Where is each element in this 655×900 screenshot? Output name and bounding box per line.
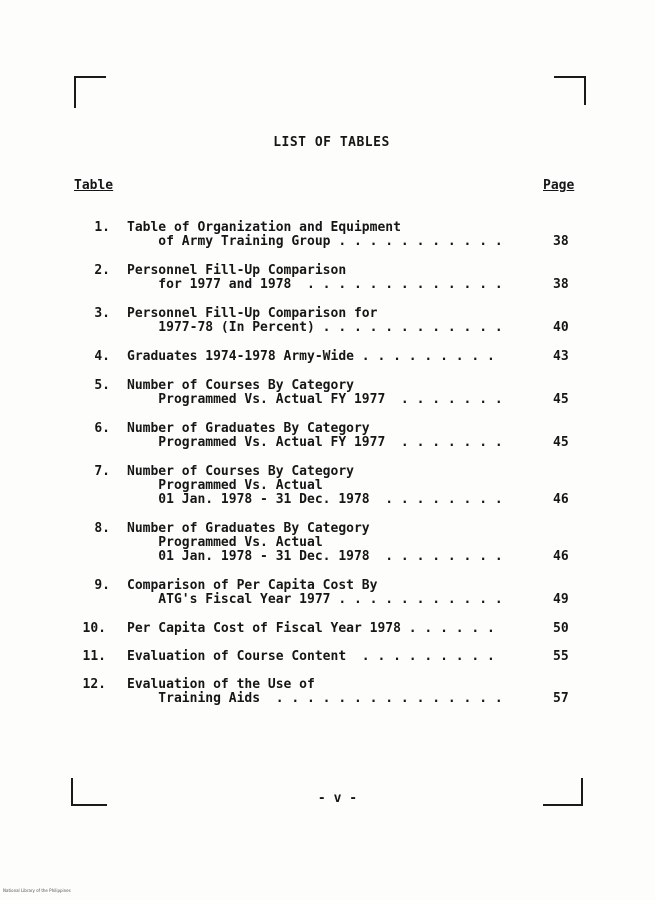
table-entry-title-line: Comparison of Per Capita Cost By <box>127 578 378 593</box>
table-entry-number: 7. <box>94 464 110 479</box>
table-entry-title-line: Programmed Vs. Actual <box>127 478 323 493</box>
table-entry-title-line: Graduates 1974-1978 Army-Wide . . . . . . . . . <box>127 349 495 364</box>
archive-footer-note: National Library of the Philippines <box>3 888 71 893</box>
column-header-table: Table <box>74 178 114 193</box>
table-entry-title-line: Table of Organization and Equipment <box>127 220 401 235</box>
table-entry-title-line: of Army Training Group . . . . . . . . . . . <box>127 234 503 249</box>
column-header-page: Page <box>543 178 575 193</box>
page-title: LIST OF TABLES <box>273 135 390 150</box>
table-entry-page: 38 <box>553 234 569 249</box>
table-entry-title-line: 01 Jan. 1978 - 31 Dec. 1978 . . . . . . . . <box>127 492 503 507</box>
table-entry-title-line: Evaluation of Course Content . . . . . . . . . <box>127 649 495 664</box>
crop-mark-top-left <box>74 76 106 108</box>
table-entry-number: 6. <box>94 421 110 436</box>
table-entry-title-line: Training Aids . . . . . . . . . . . . . . . <box>127 691 503 706</box>
table-entry-title-line: Number of Courses By Category <box>127 378 354 393</box>
crop-mark-top-right <box>554 76 586 105</box>
table-entry-page: 43 <box>553 349 569 364</box>
table-entry-page: 49 <box>553 592 569 607</box>
table-entry-page: 45 <box>553 435 569 450</box>
table-entry-number: 1. <box>94 220 110 235</box>
table-entry-title-line: Number of Graduates By Category <box>127 421 370 436</box>
table-entry-number: 5. <box>94 378 110 393</box>
table-entry-number: 3. <box>94 306 110 321</box>
table-entry-title-line: ATG's Fiscal Year 1977 . . . . . . . . . . . <box>127 592 503 607</box>
table-entry-title-line: 1977-78 (In Percent) . . . . . . . . . . . . <box>127 320 503 335</box>
table-entry-number: 10. <box>82 621 106 636</box>
table-entry-title-line: Programmed Vs. Actual FY 1977 . . . . . . . <box>127 435 503 450</box>
table-entry-page: 40 <box>553 320 569 335</box>
table-entry-page: 46 <box>553 549 569 564</box>
table-entry-title-line: Evaluation of the Use of <box>127 677 315 692</box>
table-entry-number: 8. <box>94 521 110 536</box>
table-entry-page: 45 <box>553 392 569 407</box>
table-entry-title-line: Programmed Vs. Actual FY 1977 . . . . . . . <box>127 392 503 407</box>
table-entry-title-line: Number of Courses By Category <box>127 464 354 479</box>
table-entry-page: 50 <box>553 621 569 636</box>
table-entry-number: 12. <box>82 677 106 692</box>
table-entry-number: 11. <box>82 649 106 664</box>
table-entry-title-line: Number of Graduates By Category <box>127 521 370 536</box>
table-entry-title-line: Personnel Fill-Up Comparison <box>127 263 347 278</box>
table-entry-title-line: for 1977 and 1978 . . . . . . . . . . . . . <box>127 277 503 292</box>
table-entry-title-line: Programmed Vs. Actual <box>127 535 323 550</box>
table-entry-page: 46 <box>553 492 569 507</box>
page-number: - v - <box>317 791 358 806</box>
table-entry-title-line: Personnel Fill-Up Comparison for <box>127 306 378 321</box>
table-entry-number: 4. <box>94 349 110 364</box>
table-entry-title-line: 01 Jan. 1978 - 31 Dec. 1978 . . . . . . . . <box>127 549 503 564</box>
table-entry-number: 2. <box>94 263 110 278</box>
table-entry-page: 57 <box>553 691 569 706</box>
table-entry-page: 55 <box>553 649 569 664</box>
table-entry-page: 38 <box>553 277 569 292</box>
table-entry-number: 9. <box>94 578 110 593</box>
table-entry-title-line: Per Capita Cost of Fiscal Year 1978 . . . . . . <box>127 621 495 636</box>
